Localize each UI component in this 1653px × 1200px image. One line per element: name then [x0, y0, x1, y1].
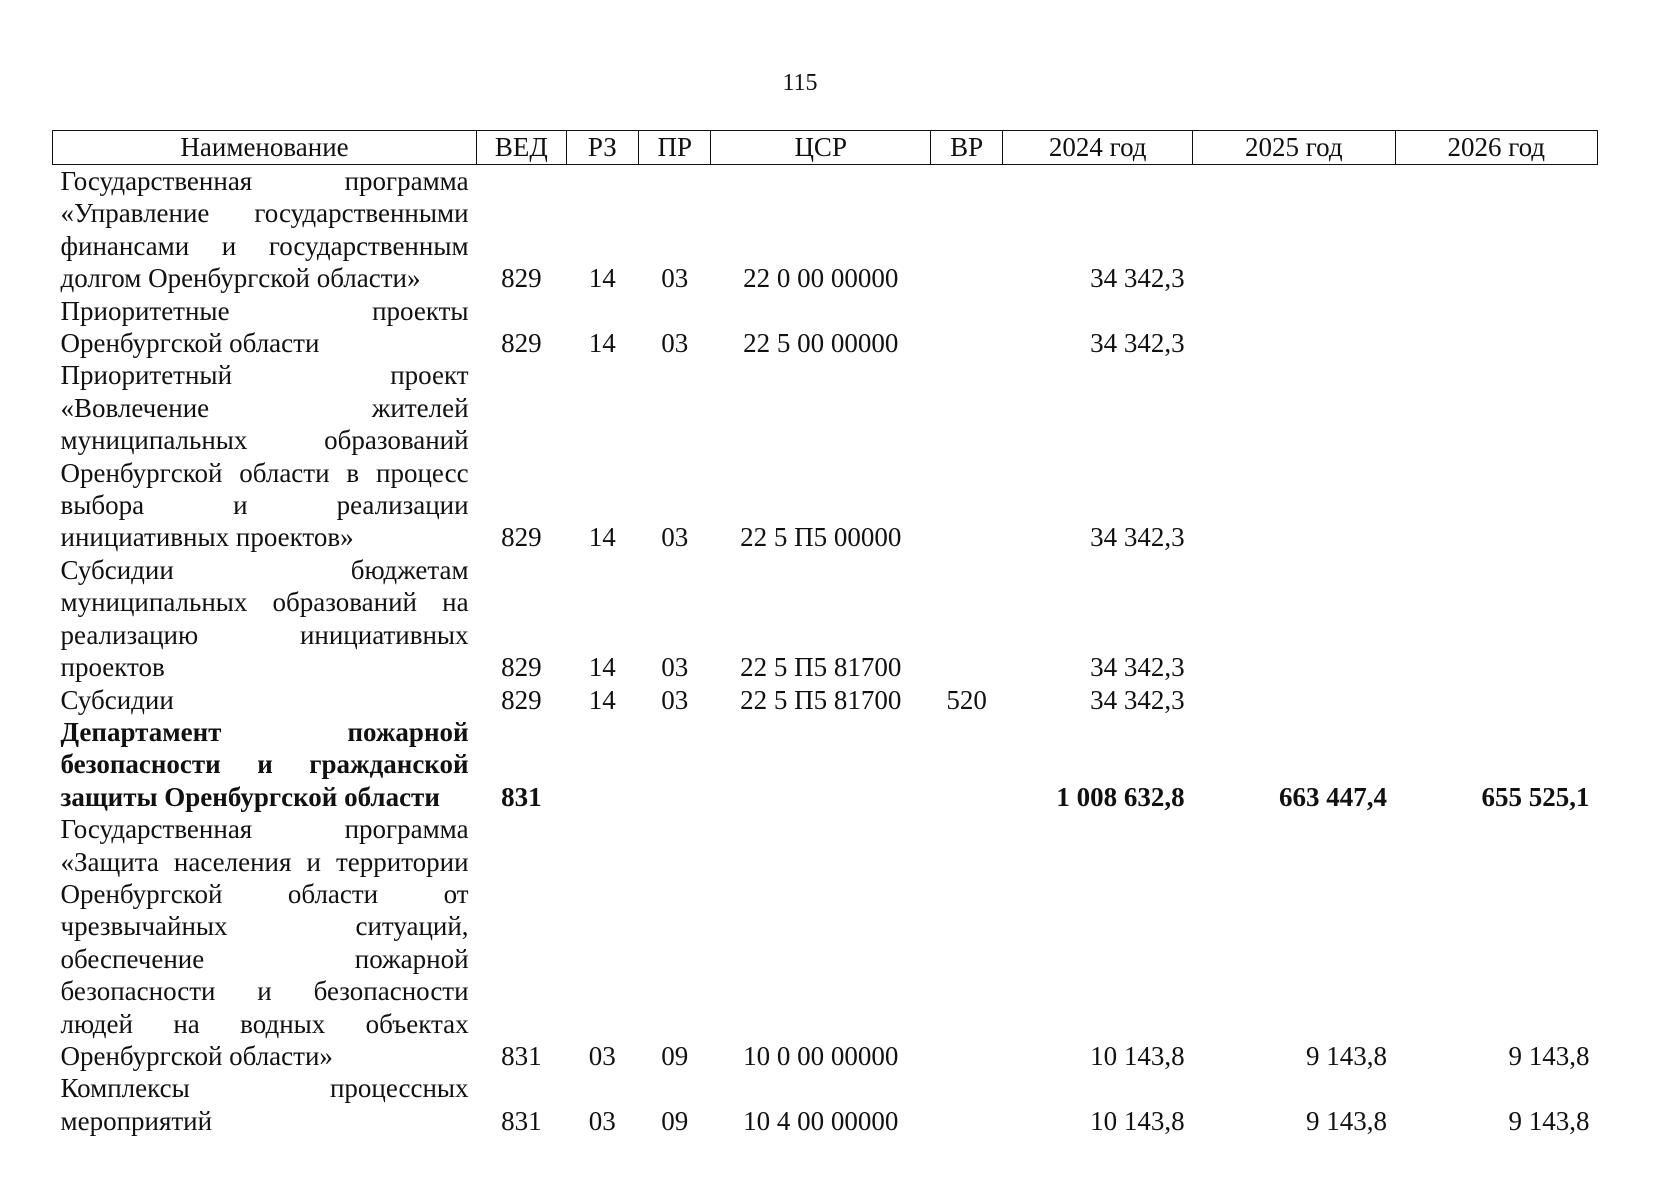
row-2025: [1193, 295, 1395, 360]
row-2025: [1193, 554, 1395, 684]
column-header-2026: 2026 год: [1395, 131, 1598, 165]
table-row: [53, 684, 1598, 716]
row-rz: 14: [588, 652, 616, 683]
row-2026: [1395, 165, 1598, 295]
row-2026: 9 143,8: [1508, 1040, 1590, 1071]
table-row: [53, 165, 1598, 295]
row-2024: 34 342,3: [1090, 328, 1185, 359]
row-csr: 22 5 П5 81700: [740, 652, 902, 683]
row-2025: 663 447,4: [1279, 781, 1387, 812]
row-pr: 09: [661, 1040, 689, 1071]
row-csr: [711, 716, 930, 813]
column-header-ved: ВЕД: [477, 131, 567, 165]
budget-table: [52, 130, 1598, 1137]
row-ved: 829: [501, 684, 542, 715]
row-pr: 03: [661, 522, 689, 553]
row-vr: [930, 165, 1002, 295]
row-2025: [1193, 165, 1395, 295]
row-rz: 14: [588, 263, 616, 294]
row-vr: 520: [946, 684, 987, 715]
row-2024: 34 342,3: [1090, 263, 1185, 294]
row-name: Государственная программа «Защита населения и территории Оренбургской области от чрезвычайных ситуаций, обеспечение пожарной безопасности и безопасности людей на водных объектах Оренбургской области»: [60, 814, 469, 1071]
column-header-2024: 2024 год: [1003, 131, 1193, 165]
row-vr: [930, 1072, 1002, 1137]
row-pr: 03: [661, 684, 689, 715]
row-vr: [930, 295, 1002, 360]
row-2026: [1395, 554, 1598, 684]
row-2024: 34 342,3: [1090, 652, 1185, 683]
row-2024: 34 342,3: [1090, 684, 1185, 715]
row-pr: 03: [661, 328, 689, 359]
row-ved: 831: [501, 781, 542, 812]
row-name: Приоритетные проекты Оренбургской области: [60, 295, 469, 359]
column-header-vr: ВР: [930, 131, 1002, 165]
row-2024: 10 143,8: [1090, 1105, 1185, 1136]
row-rz: 14: [588, 684, 616, 715]
table-header-row: [53, 131, 1598, 165]
row-rz: 03: [588, 1105, 616, 1136]
row-2024: 34 342,3: [1090, 522, 1185, 553]
column-header-csr: ЦСР: [711, 131, 930, 165]
row-2026: 655 525,1: [1481, 781, 1590, 812]
table-row: [53, 813, 1598, 1072]
row-vr: [930, 554, 1002, 684]
table-row: [53, 359, 1598, 553]
row-2024: 10 143,8: [1090, 1040, 1185, 1071]
column-header-pr: ПР: [639, 131, 711, 165]
row-2024: 1 008 632,8: [1056, 781, 1185, 812]
row-2026: [1395, 295, 1598, 360]
row-2025: [1193, 359, 1395, 553]
column-header-name: Наименование: [53, 131, 477, 165]
table-row: [53, 295, 1598, 360]
row-2026: [1395, 684, 1598, 716]
row-rz: 03: [588, 1040, 616, 1071]
row-name: Субсидии: [60, 684, 174, 715]
row-rz: 14: [588, 328, 616, 359]
row-name: Комплексы процессных мероприятий: [60, 1073, 469, 1136]
page-number: 115: [782, 70, 818, 96]
row-vr: [930, 813, 1002, 1072]
row-csr: 22 0 00 00000: [743, 263, 899, 294]
row-vr: [930, 716, 1002, 813]
row-name: Приоритетный проект «Вовлечение жителей муниципальных образований Оренбургской области в процесс выбора и реализации инициативных проектов»: [60, 360, 469, 553]
row-ved: 829: [501, 263, 542, 294]
row-csr: 22 5 П5 81700: [740, 684, 902, 715]
row-vr: [930, 359, 1002, 553]
row-name: Субсидии бюджетам муниципальных образований на реализацию инициативных проектов: [60, 554, 469, 683]
row-rz: 14: [588, 522, 616, 553]
row-rz: [566, 716, 638, 813]
row-csr: 22 5 00 00000: [743, 328, 899, 359]
row-name: Департамент пожарной безопасности и гражданской защиты Оренбургской области: [60, 716, 469, 812]
row-2026: 9 143,8: [1508, 1105, 1590, 1136]
row-csr: 22 5 П5 00000: [740, 522, 902, 553]
row-name: Государственная программа «Управление государственными финансами и государственным долгом Оренбургской области»: [60, 166, 469, 294]
row-2025: 9 143,8: [1306, 1105, 1387, 1136]
row-ved: 829: [501, 328, 542, 359]
table-row: [53, 1072, 1598, 1137]
column-header-rz: РЗ: [566, 131, 638, 165]
row-pr: [639, 716, 711, 813]
row-2025: [1193, 684, 1395, 716]
row-2026: [1395, 359, 1598, 553]
row-csr: 10 0 00 00000: [743, 1040, 899, 1071]
row-ved: 831: [501, 1040, 542, 1071]
column-header-2025: 2025 год: [1193, 131, 1395, 165]
table-row-department: [53, 716, 1598, 813]
table-row: [53, 554, 1598, 684]
row-pr: 03: [661, 263, 689, 294]
row-pr: 03: [661, 652, 689, 683]
row-ved: 829: [501, 522, 542, 553]
row-csr: 10 4 00 00000: [743, 1105, 899, 1136]
row-ved: 829: [501, 652, 542, 683]
row-2025: 9 143,8: [1306, 1040, 1387, 1071]
row-pr: 09: [661, 1105, 689, 1136]
row-ved: 831: [501, 1105, 542, 1136]
